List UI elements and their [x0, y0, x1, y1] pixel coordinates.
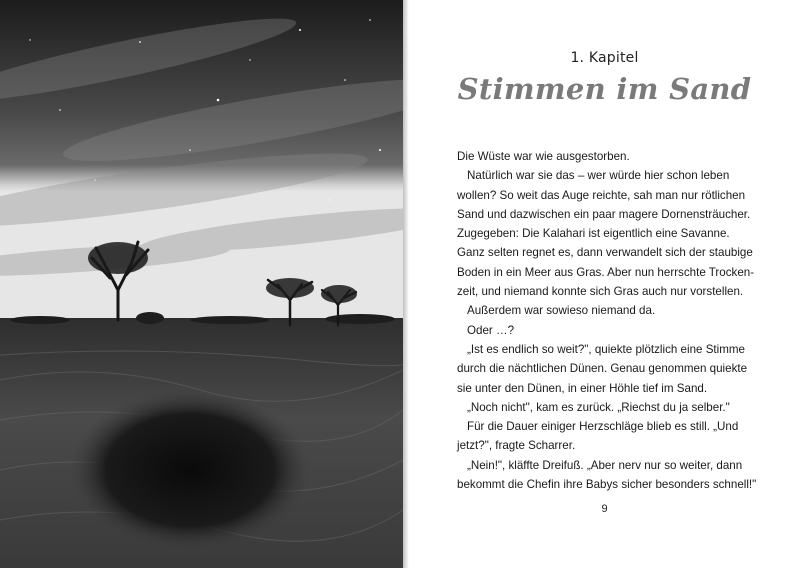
- chapter-title: Stimmen im Sand: [457, 72, 752, 106]
- text-line: „Nein!", kläffte Dreifuß. „Aber nerv nur so weiter, dann: [467, 458, 743, 472]
- text-line: Ganz selten regnet es, dann verwandelt sich der staubige: [457, 246, 753, 260]
- text-line: Außerdem war sowieso niemand da.: [467, 304, 656, 318]
- text-line: zeit, und niemand konnte sich Gras auch nur vorstellen.: [457, 285, 744, 299]
- text-line: durch die nächtlichen Dünen. Genau genommen quiekte: [457, 362, 748, 376]
- text-line: Oder …?: [467, 323, 515, 337]
- body-text: [457, 147, 767, 494]
- text-line: Zugegeben: Die Kalahari ist eigentlich eine Savanne.: [457, 227, 730, 241]
- text-line: Boden in ein Meer aus Gras. Aber nun herrschte Trocken-: [457, 265, 755, 279]
- text-page: [409, 0, 800, 568]
- text-line: wollen? So weit das Auge reichte, sah man nur rötlichen: [457, 188, 746, 202]
- text-line: „Noch nicht", kam es zurück. „Riechst du ja selber.": [467, 400, 730, 414]
- text-line: Natürlich war sie das – wer würde hier schon leben: [467, 169, 730, 183]
- page-number: 9: [601, 503, 608, 515]
- text-line: Sand und dazwischen ein paar magere Dornensträucher.: [457, 207, 751, 221]
- text-line: bekommt die Chefin ihre Babys sicher besonders schnell!": [457, 478, 757, 492]
- text-line: Die Wüste war wie ausgestorben.: [457, 150, 630, 163]
- text-line: sie unter den Dünen, in einer Höhle tief im Sand.: [457, 381, 708, 395]
- text-line: jetzt?", fragte Scharrer.: [457, 439, 576, 453]
- chapter-label: 1. Kapitel: [570, 50, 639, 66]
- text-line: „Ist es endlich so weit?", quiekte plötzlich eine Stimme: [467, 342, 745, 356]
- text-line: Für die Dauer einiger Herzschläge blieb es still. „Und: [467, 420, 739, 434]
